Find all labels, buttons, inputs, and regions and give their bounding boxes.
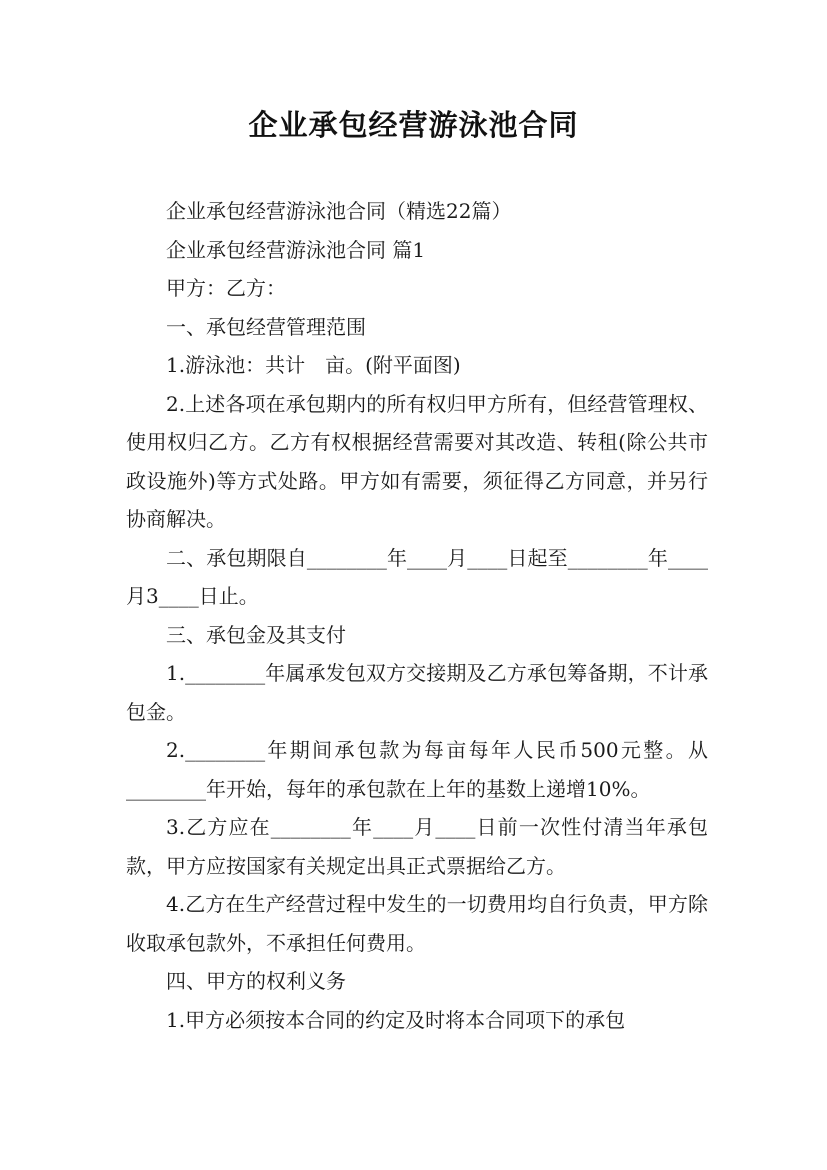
- paragraph-subtitle: 企业承包经营游泳池合同（精选22篇）: [166, 199, 512, 223]
- paragraph-section-heading: 企业承包经营游泳池合同 篇1: [166, 237, 426, 262]
- paragraph-payment-item-3: 3.乙方应在________年____月____日前一次性付清当年承包款，甲方应按国家有关规定出具正式票据给乙方。: [126, 815, 708, 878]
- paragraph-payment-item-2: 2.________年期间承包款为每亩每年人民币500元整。从________年开始，每年的承包款在上年的基数上递增10%。: [126, 738, 708, 801]
- paragraph-scope-item-2: 2.上述各项在承包期内的所有权归甲方所有，但经营管理权、使用权归乙方。乙方有权根据经营需要对其改造、转租(除公共市政设施外)等方式处路。甲方如有需要，须征得乙方同意，并另行协商解决。: [126, 391, 708, 531]
- paragraph-payment-item-4: 4.乙方在生产经营过程中发生的一切费用均自行负责，甲方除收取承包款外，不承担任何费用。: [126, 892, 708, 955]
- document-body: [126, 192, 708, 1039]
- paragraph-payment-item-1: 1.________年属承发包双方交接期及乙方承包筹备期，不计承包金。: [126, 661, 708, 724]
- paragraph-scope-item-1: 1.游泳池：共计 亩。(附平面图): [166, 353, 461, 377]
- paragraph-term: 二、承包期限自________年____月____日起至________年____月3____日止。: [126, 545, 708, 608]
- paragraph-heading-party-a: 四、甲方的权利义务: [166, 969, 346, 993]
- document-title: 企业承包经营游泳池合同: [248, 108, 579, 142]
- paragraph-party-a-item-1: 1.甲方必须按本合同的约定及时将本合同项下的承包: [166, 1007, 626, 1032]
- paragraph-heading-payment: 三、承包金及其支付: [166, 622, 346, 647]
- paragraph-heading-scope: 一、承包经营管理范围: [166, 314, 366, 339]
- paragraph-parties: 甲方：乙方：: [166, 276, 286, 300]
